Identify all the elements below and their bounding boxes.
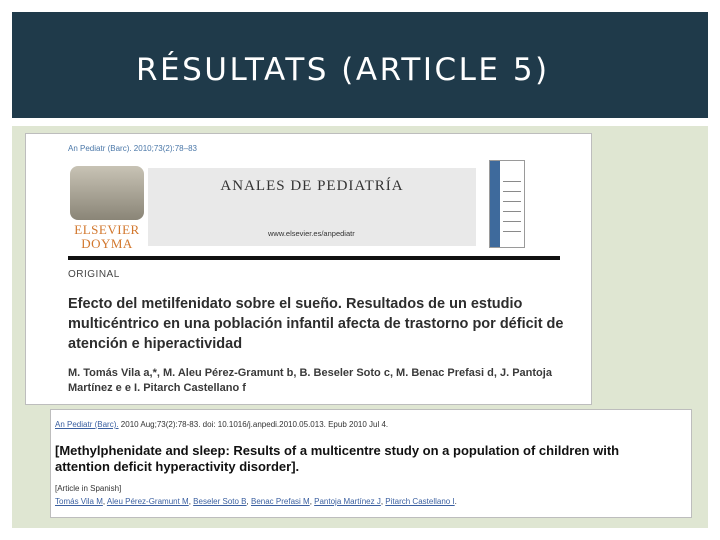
- article-header-image: [25, 133, 592, 405]
- publisher-name: ELSEVIER: [74, 222, 140, 237]
- pubmed-citation-details: 2010 Aug;73(2):78-83. doi: 10.1016/j.anpedi.2010.05.013. Epub 2010 Jul 4.: [118, 420, 389, 429]
- journal-url: www.elsevier.es/anpediatr: [268, 229, 355, 238]
- pubmed-authors: Tomás Vila M, Aleu Pérez-Gramunt M, Beseler Soto B, Benac Prefasi M, Pantoja Martínez J, Pitarch Castellano I.: [55, 497, 457, 506]
- journal-cover-thumbnail: [489, 160, 525, 248]
- pubmed-author-link[interactable]: Pantoja Martínez J: [314, 497, 381, 506]
- journal-name: ANALES DE PEDIATRÍA: [220, 178, 404, 194]
- pubmed-author-link[interactable]: Benac Prefasi M: [250, 497, 310, 506]
- header-rule: [68, 256, 560, 260]
- pubmed-citation: [55, 420, 388, 429]
- pubmed-author-link[interactable]: Aleu Pérez-Gramunt M: [106, 497, 189, 506]
- elsevier-logo: [66, 164, 148, 251]
- cover-text-line: [503, 211, 521, 212]
- pubmed-author-link[interactable]: Beseler Soto B: [193, 497, 247, 506]
- pubmed-title: [Methylphenidate and sleep: Results of a multicentre study on a population of children with attention deficit hyperactivity disorder].: [55, 443, 620, 474]
- journal-banner: [148, 168, 476, 246]
- pubmed-journal-link[interactable]: An Pediatr (Barc).: [55, 420, 119, 429]
- article-title: Efecto del metilfenidato sobre el sueño. Resultados de un estudio multicéntrico en una población infantil afecta de trastorno por déficit de atención e hiperactividad: [68, 296, 564, 352]
- cover-stripe: [490, 161, 500, 247]
- pubmed-language: [Article in Spanish]: [55, 484, 122, 493]
- article-citation: An Pediatr (Barc). 2010;73(2):78–83: [68, 144, 197, 153]
- cover-text-line: [503, 201, 521, 202]
- publisher-name-secondary: DOYMA: [81, 236, 133, 251]
- section-label: ORIGINAL: [68, 269, 120, 280]
- cover-text-line: [503, 181, 521, 182]
- elsevier-tree-icon: [70, 166, 144, 220]
- pubmed-record-image: [50, 409, 692, 518]
- article-authors: M. Tomás Vila a,*, M. Aleu Pérez-Gramunt b, B. Beseler Soto c, M. Benac Prefasi d, J. Pantoja Martínez e e I. Pitarch Castellano f: [68, 367, 552, 394]
- cover-text-line: [503, 221, 521, 222]
- slide-title: RÉSULTATS (ARTICLE 5): [136, 52, 550, 88]
- cover-text-line: [503, 191, 521, 192]
- cover-text-line: [503, 231, 521, 232]
- pubmed-author-link[interactable]: Tomás Vila M: [55, 497, 103, 506]
- pubmed-author-link[interactable]: Pitarch Castellano I: [385, 497, 455, 506]
